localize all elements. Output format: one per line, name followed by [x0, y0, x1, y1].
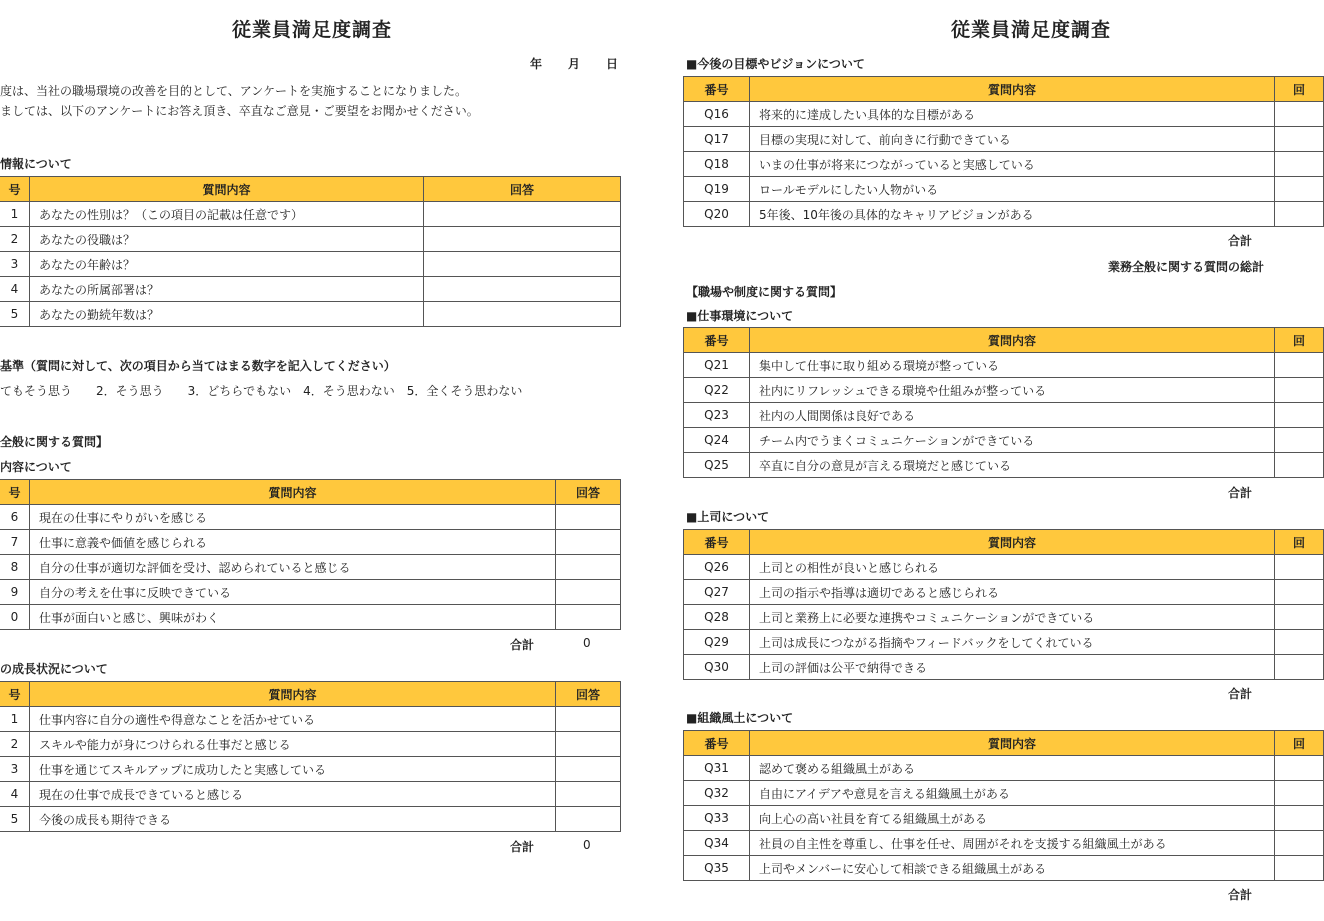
section-heading-workplace: 【職場や制度に関する質問】	[686, 285, 843, 299]
table-row	[684, 605, 1324, 630]
question-number: Q21	[684, 353, 750, 378]
basic-info-table	[0, 176, 621, 327]
environment-total-label: 合計	[1228, 486, 1253, 500]
header-answer: 回	[1275, 77, 1324, 102]
growth-total-value: 0	[583, 838, 591, 852]
question-number: Q30	[684, 655, 750, 680]
question-text: 仕事が面白いと感じ、興味がわく	[30, 605, 556, 630]
question-text: あなたの勤続年数は？	[30, 302, 424, 327]
question-number: Q35	[684, 856, 750, 881]
answer-cell[interactable]	[1275, 781, 1324, 806]
question-text: 将来的に達成したい具体的な目標がある	[750, 102, 1275, 127]
question-number: 2	[0, 732, 30, 757]
question-number: 5	[0, 302, 30, 327]
answer-cell[interactable]	[556, 580, 621, 605]
question-number: Q25	[684, 453, 750, 478]
table-row	[0, 277, 621, 302]
question-number: 6	[0, 505, 30, 530]
basic-info-heading: 情報について	[0, 157, 72, 171]
question-text: 集中して仕事に取り組める環境が整っている	[750, 353, 1275, 378]
boss-heading: ■上司について	[686, 510, 770, 524]
question-text: 上司の評価は公平で納得できる	[750, 655, 1275, 680]
growth-heading: の成長状況について	[0, 662, 108, 676]
question-number: Q24	[684, 428, 750, 453]
answer-cell[interactable]	[1275, 856, 1324, 881]
answer-cell[interactable]	[556, 530, 621, 555]
table-row	[0, 227, 621, 252]
question-number: 2	[0, 227, 30, 252]
table-row	[684, 655, 1324, 680]
question-text: 仕事に意義や価値を感じられる	[30, 530, 556, 555]
intro-line-1: 度は、当社の職場環境の改善を目的として、アンケートを実施することになりました。	[0, 84, 468, 98]
table-row	[0, 757, 621, 782]
question-number: 5	[0, 807, 30, 832]
criteria-scale: てもそう思う 2．そう思う 3．どちらでもない 4．そう思わない 5．全くそう思わない	[0, 384, 523, 398]
question-number: Q23	[684, 403, 750, 428]
header-answer: 回答	[556, 480, 621, 505]
table-header-row	[684, 328, 1324, 353]
table-header-row	[684, 77, 1324, 102]
table-row	[684, 378, 1324, 403]
question-number: Q29	[684, 630, 750, 655]
header-number: 号	[0, 480, 30, 505]
question-text: 現在の仕事にやりがいを感じる	[30, 505, 556, 530]
question-number: 4	[0, 277, 30, 302]
question-text: あなたの年齢は？	[30, 252, 424, 277]
answer-cell[interactable]	[1275, 655, 1324, 680]
question-text: チーム内でうまくコミュニケーションができている	[750, 428, 1275, 453]
question-text: 社内の人間関係は良好である	[750, 403, 1275, 428]
question-text: あなたの所属部署は？	[30, 277, 424, 302]
question-number: Q20	[684, 202, 750, 227]
culture-table	[683, 730, 1324, 881]
question-number: 4	[0, 782, 30, 807]
header-answer: 回答	[556, 682, 621, 707]
question-text: 上司は成長につながる指摘やフィードバックをしてくれている	[750, 630, 1275, 655]
table-row	[684, 353, 1324, 378]
table-row	[684, 403, 1324, 428]
answer-cell[interactable]	[1275, 177, 1324, 202]
answer-cell[interactable]	[556, 782, 621, 807]
answer-cell[interactable]	[424, 252, 621, 277]
header-number: 号	[0, 177, 30, 202]
answer-cell[interactable]	[1275, 580, 1324, 605]
environment-heading: ■仕事環境について	[686, 309, 794, 323]
answer-cell[interactable]	[1275, 152, 1324, 177]
question-number: Q27	[684, 580, 750, 605]
right-page-title: 従業員満足度調査	[951, 19, 1112, 41]
table-row	[0, 605, 621, 630]
question-number: 3	[0, 252, 30, 277]
answer-cell[interactable]	[1275, 605, 1324, 630]
header-answer: 回	[1275, 328, 1324, 353]
question-text: 向上心の高い社員を育てる組織風土がある	[750, 806, 1275, 831]
culture-heading: ■組織風土について	[686, 711, 794, 725]
question-text: 認めて褒める組織風土がある	[750, 756, 1275, 781]
table-row	[0, 732, 621, 757]
answer-cell[interactable]	[1275, 806, 1324, 831]
question-text: 仕事内容に自分の適性や得意なことを活かせている	[30, 707, 556, 732]
header-question: 質問内容	[750, 731, 1275, 756]
answer-cell[interactable]	[1275, 630, 1324, 655]
table-row	[684, 831, 1324, 856]
question-text: 社員の自主性を尊重し、仕事を任せ、周囲がそれを支援する組織風土がある	[750, 831, 1275, 856]
answer-cell[interactable]	[556, 505, 621, 530]
intro-line-2: ましては、以下のアンケートにお答え頂き、卒直なご意見・ご要望をお聞かせください。	[0, 104, 479, 118]
question-text: 上司やメンバーに安心して相談できる組織風土がある	[750, 856, 1275, 881]
table-header-row	[684, 731, 1324, 756]
question-text: いまの仕事が将来につながっていると実感している	[750, 152, 1275, 177]
question-number: 9	[0, 580, 30, 605]
table-row	[0, 707, 621, 732]
question-number: Q31	[684, 756, 750, 781]
boss-table	[683, 529, 1324, 680]
question-number: Q28	[684, 605, 750, 630]
table-row	[684, 177, 1324, 202]
question-number: 8	[0, 555, 30, 580]
question-number: Q19	[684, 177, 750, 202]
question-number: 3	[0, 757, 30, 782]
header-question: 質問内容	[750, 77, 1275, 102]
answer-cell[interactable]	[556, 605, 621, 630]
question-text: あなたの役職は？	[30, 227, 424, 252]
answer-cell[interactable]	[556, 757, 621, 782]
question-text: あなたの性別は？（この項目の記載は任意です）	[30, 202, 424, 227]
work-total-label: 合計	[510, 638, 535, 652]
table-row	[0, 505, 621, 530]
work-content-table	[0, 479, 621, 630]
table-header-row	[0, 177, 621, 202]
question-number: 1	[0, 707, 30, 732]
table-row	[0, 302, 621, 327]
header-number: 号	[0, 682, 30, 707]
table-row	[684, 630, 1324, 655]
growth-total-label: 合計	[510, 840, 535, 854]
question-text: 5年後、10年後の具体的なキャリアビジョンがある	[750, 202, 1275, 227]
question-text: 今後の成長も期待できる	[30, 807, 556, 832]
question-text: 仕事を通じてスキルアップに成功したと実感している	[30, 757, 556, 782]
goals-heading: ■今後の目標やビジョンについて	[686, 57, 865, 71]
table-row	[684, 580, 1324, 605]
table-row	[0, 782, 621, 807]
header-answer: 回答	[424, 177, 621, 202]
header-question: 質問内容	[750, 328, 1275, 353]
question-text: 現在の仕事で成長できていると感じる	[30, 782, 556, 807]
table-row	[684, 453, 1324, 478]
answer-cell[interactable]	[424, 202, 621, 227]
header-question: 質問内容	[30, 480, 556, 505]
answer-cell[interactable]	[1275, 127, 1324, 152]
header-question: 質問内容	[30, 177, 424, 202]
growth-table	[0, 681, 621, 832]
question-text: 上司と業務上に必要な連携やコミュニケーションができている	[750, 605, 1275, 630]
question-number: Q16	[684, 102, 750, 127]
answer-cell[interactable]	[556, 732, 621, 757]
question-text: 上司との相性が良いと感じられる	[750, 555, 1275, 580]
goals-total-label: 合計	[1228, 234, 1253, 248]
answer-cell[interactable]	[556, 807, 621, 832]
question-number: Q33	[684, 806, 750, 831]
header-answer: 回	[1275, 731, 1324, 756]
question-number: 0	[0, 605, 30, 630]
question-number: 1	[0, 202, 30, 227]
question-text: 目標の実現に対して、前向きに行動できている	[750, 127, 1275, 152]
answer-cell[interactable]	[424, 277, 621, 302]
answer-cell[interactable]	[1275, 428, 1324, 453]
question-text: 自由にアイデアや意見を言える組織風土がある	[750, 781, 1275, 806]
table-row	[684, 806, 1324, 831]
answer-cell[interactable]	[1275, 831, 1324, 856]
question-number: Q18	[684, 152, 750, 177]
answer-cell[interactable]	[424, 302, 621, 327]
question-number: Q26	[684, 555, 750, 580]
table-row	[684, 102, 1324, 127]
question-number: Q17	[684, 127, 750, 152]
header-number: 番号	[684, 530, 750, 555]
table-row	[684, 856, 1324, 881]
question-text: 自分の仕事が適切な評価を受け、認められていると感じる	[30, 555, 556, 580]
question-text: 卒直に自分の意見が言える環境だと感じている	[750, 453, 1275, 478]
answer-cell[interactable]	[556, 707, 621, 732]
environment-table	[683, 327, 1324, 478]
answer-cell[interactable]	[1275, 403, 1324, 428]
culture-total-label: 合計	[1228, 888, 1253, 902]
header-number: 番号	[684, 731, 750, 756]
question-text: 自分の考えを仕事に反映できている	[30, 580, 556, 605]
date-year-label: 年	[530, 57, 543, 71]
table-row	[0, 807, 621, 832]
overall-total-label: 業務全般に関する質問の総計	[1108, 260, 1265, 274]
table-row	[684, 555, 1324, 580]
question-number: 7	[0, 530, 30, 555]
boss-total-label: 合計	[1228, 687, 1253, 701]
table-row	[0, 530, 621, 555]
work-content-heading: 内容について	[0, 460, 72, 474]
answer-cell[interactable]	[1275, 555, 1324, 580]
work-total-value: 0	[583, 636, 591, 650]
table-row	[0, 555, 621, 580]
question-text: 社内にリフレッシュできる環境や仕組みが整っている	[750, 378, 1275, 403]
question-number: Q22	[684, 378, 750, 403]
header-answer: 回	[1275, 530, 1324, 555]
question-text: 上司の指示や指導は適切であると感じられる	[750, 580, 1275, 605]
answer-cell[interactable]	[1275, 102, 1324, 127]
answer-cell[interactable]	[1275, 756, 1324, 781]
answer-cell[interactable]	[1275, 453, 1324, 478]
table-row	[0, 202, 621, 227]
answer-cell[interactable]	[1275, 202, 1324, 227]
table-row	[684, 428, 1324, 453]
question-text: ロールモデルにしたい人物がいる	[750, 177, 1275, 202]
question-text: スキルや能力が身につけられる仕事だと感じる	[30, 732, 556, 757]
header-number: 番号	[684, 328, 750, 353]
answer-cell[interactable]	[1275, 353, 1324, 378]
header-question: 質問内容	[30, 682, 556, 707]
date-month-label: 月	[568, 57, 581, 71]
answer-cell[interactable]	[424, 227, 621, 252]
section-heading-general: 全般に関する質問】	[0, 435, 109, 449]
table-row	[684, 152, 1324, 177]
table-row	[0, 580, 621, 605]
table-header-row	[0, 480, 621, 505]
left-page-title: 従業員満足度調査	[232, 19, 393, 41]
answer-cell[interactable]	[1275, 378, 1324, 403]
table-row	[684, 202, 1324, 227]
table-header-row	[0, 682, 621, 707]
table-row	[0, 252, 621, 277]
header-number: 番号	[684, 77, 750, 102]
answer-cell[interactable]	[556, 555, 621, 580]
header-question: 質問内容	[750, 530, 1275, 555]
table-row	[684, 756, 1324, 781]
date-day-label: 日	[606, 57, 619, 71]
table-row	[684, 781, 1324, 806]
criteria-heading: 基準（質問に対して、次の項目から当てはまる数字を記入してください）	[0, 359, 396, 373]
table-header-row	[684, 530, 1324, 555]
table-row	[684, 127, 1324, 152]
goals-table	[683, 76, 1324, 227]
question-number: Q34	[684, 831, 750, 856]
question-number: Q32	[684, 781, 750, 806]
